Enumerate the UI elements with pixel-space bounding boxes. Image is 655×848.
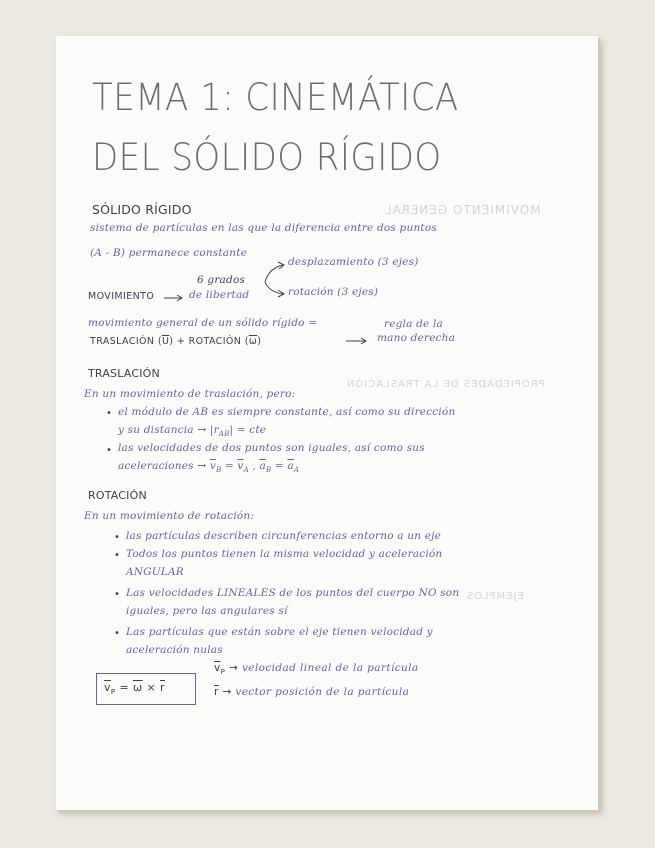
legend-text-2: vector posición de la partícula (235, 686, 410, 698)
vector-va: $\overline{v}$ (237, 460, 244, 472)
legend-line-2 (214, 686, 409, 698)
definition-line-2: (A - B) permanece constante (90, 247, 248, 259)
vector-omega: $\overline{\omega}$ (248, 336, 258, 347)
arrow-icon: → (229, 662, 242, 674)
traslacion-bullet-2-line-1: las velocidades de dos puntos son iguales, así como sus (118, 442, 425, 454)
equals-sign: = (224, 460, 234, 472)
vector-aa: $\overline{a}$ (287, 460, 294, 472)
vector-omega: $\overline{\omega}$ (132, 681, 143, 694)
regla-top: regla de la (384, 318, 444, 330)
boxed-formula (104, 681, 165, 696)
general-movement-line: movimiento general de un sólido rígido = (88, 317, 318, 329)
vector-ab: $\overline{a}$ (259, 460, 266, 472)
rotacion-bullet-3-line-2: iguales, pero las angulares sí (126, 605, 288, 617)
rotacion-bullet-1: las partículas describen circunferencias entorno a un eje (126, 530, 442, 542)
traslacion-bullet-2-line-2 (118, 460, 299, 474)
vb-sub: B (215, 466, 222, 475)
bullet-dot: • (114, 589, 120, 600)
arrow-icon (164, 295, 184, 301)
modulo-r-sub: AB (218, 430, 230, 439)
bullet-dot: • (114, 628, 120, 639)
ab-sub: B (265, 466, 272, 475)
formula-end: ) (257, 336, 262, 347)
rotacion-bullet-3-line-1: Las velocidades LINEALES de los puntos del cuerpo NO son (126, 587, 460, 599)
bleed-through-text: MOVIMIENTO GENERAL (384, 203, 541, 217)
definition-line-1: sistema de partículas en las que la diferencia entre dos puntos (90, 222, 437, 234)
legend-text-1: velocidad lineal de la partícula (241, 662, 419, 674)
vp-sub: P (220, 668, 226, 677)
regla-bottom: mano derecha (377, 332, 456, 344)
bleed-through-text: PROPIEDADES DE LA TRASLACIÓN (346, 379, 545, 390)
page-title-line2: DEL SÓLIDO RÍGIDO (92, 136, 442, 179)
modulo-cte: | = cte (229, 424, 267, 436)
vector-r: $\overline{r}$ (214, 686, 219, 698)
formula-line (90, 336, 261, 347)
bullet-dot: • (106, 408, 112, 419)
branch-arrows-icon (261, 260, 287, 304)
vector-r: $\overline{r}$ (160, 681, 165, 694)
rotacion-text: rotación (3 ejes) (288, 286, 379, 298)
rotacion-bullet-2-line-1: Todos los puntos tienen la misma velocidad y aceleración (126, 548, 443, 560)
equals-sign: = (274, 460, 284, 472)
vector-vp: $\overline{v}$ (104, 681, 111, 694)
vector-u: $\overline{U}$ (161, 336, 170, 347)
formula-traslacion: TRASLACIÓN ( (90, 336, 162, 347)
vector-vp: $\overline{v}$ (214, 662, 221, 674)
arrow-icon: → (197, 460, 207, 472)
traslacion-bullet-1-line-1: el módulo de AB es siempre constante, así como su dirección (118, 406, 456, 418)
traslacion-bullet-1-line-2 (118, 424, 266, 438)
bullet-dot: • (114, 532, 120, 543)
rotacion-bullet-4-line-2: aceleración nulas (126, 644, 223, 656)
equals-sign: = (119, 681, 130, 694)
aceleraciones-text: aceleraciones (118, 460, 194, 472)
comma: , (252, 460, 256, 472)
va-sub: A (243, 466, 249, 475)
movimiento-label: MOVIMIENTO (88, 291, 155, 302)
arrow-icon: → (222, 686, 236, 698)
bullet-dot: • (114, 550, 120, 561)
bleed-through-text: EJEMPLOS (466, 591, 524, 602)
rotacion-bullet-2-line-2: ANGULAR (126, 566, 184, 578)
vp-sub: P (110, 688, 116, 697)
aa-sub: A (293, 466, 300, 475)
bullet-dot: • (106, 445, 112, 456)
formula-rotacion: ) + ROTACIÓN ( (169, 336, 249, 347)
rotacion-bullet-4-line-1: Las partículas que están sobre el eje tienen velocidad y (126, 626, 433, 638)
section-heading-solido: SÓLIDO RÍGIDO (92, 202, 192, 217)
arrow-icon (346, 338, 368, 344)
vector-vb: $\overline{v}$ (209, 460, 216, 472)
section-heading-traslacion: TRASLACIÓN (88, 367, 160, 380)
section-heading-rotacion: ROTACIÓN (88, 489, 147, 502)
legend-line-1 (214, 662, 419, 676)
rotacion-intro: En un movimiento de rotación: (84, 510, 255, 522)
traslacion-intro: En un movimiento de traslación, pero: (84, 388, 296, 400)
modulo-r: |r (209, 424, 219, 436)
desplazamiento-text: desplazamiento (3 ejes) (288, 256, 419, 268)
grados-top: 6 grados (197, 274, 246, 286)
grados-bottom: de libertad (189, 289, 250, 301)
arrow-icon: → (197, 424, 207, 436)
notebook-page (56, 36, 598, 810)
page-title-line1: TEMA 1: CINEMÁTICA (92, 76, 459, 119)
cross-sign: × (146, 681, 157, 694)
distancia-text: y su distancia (118, 424, 194, 436)
